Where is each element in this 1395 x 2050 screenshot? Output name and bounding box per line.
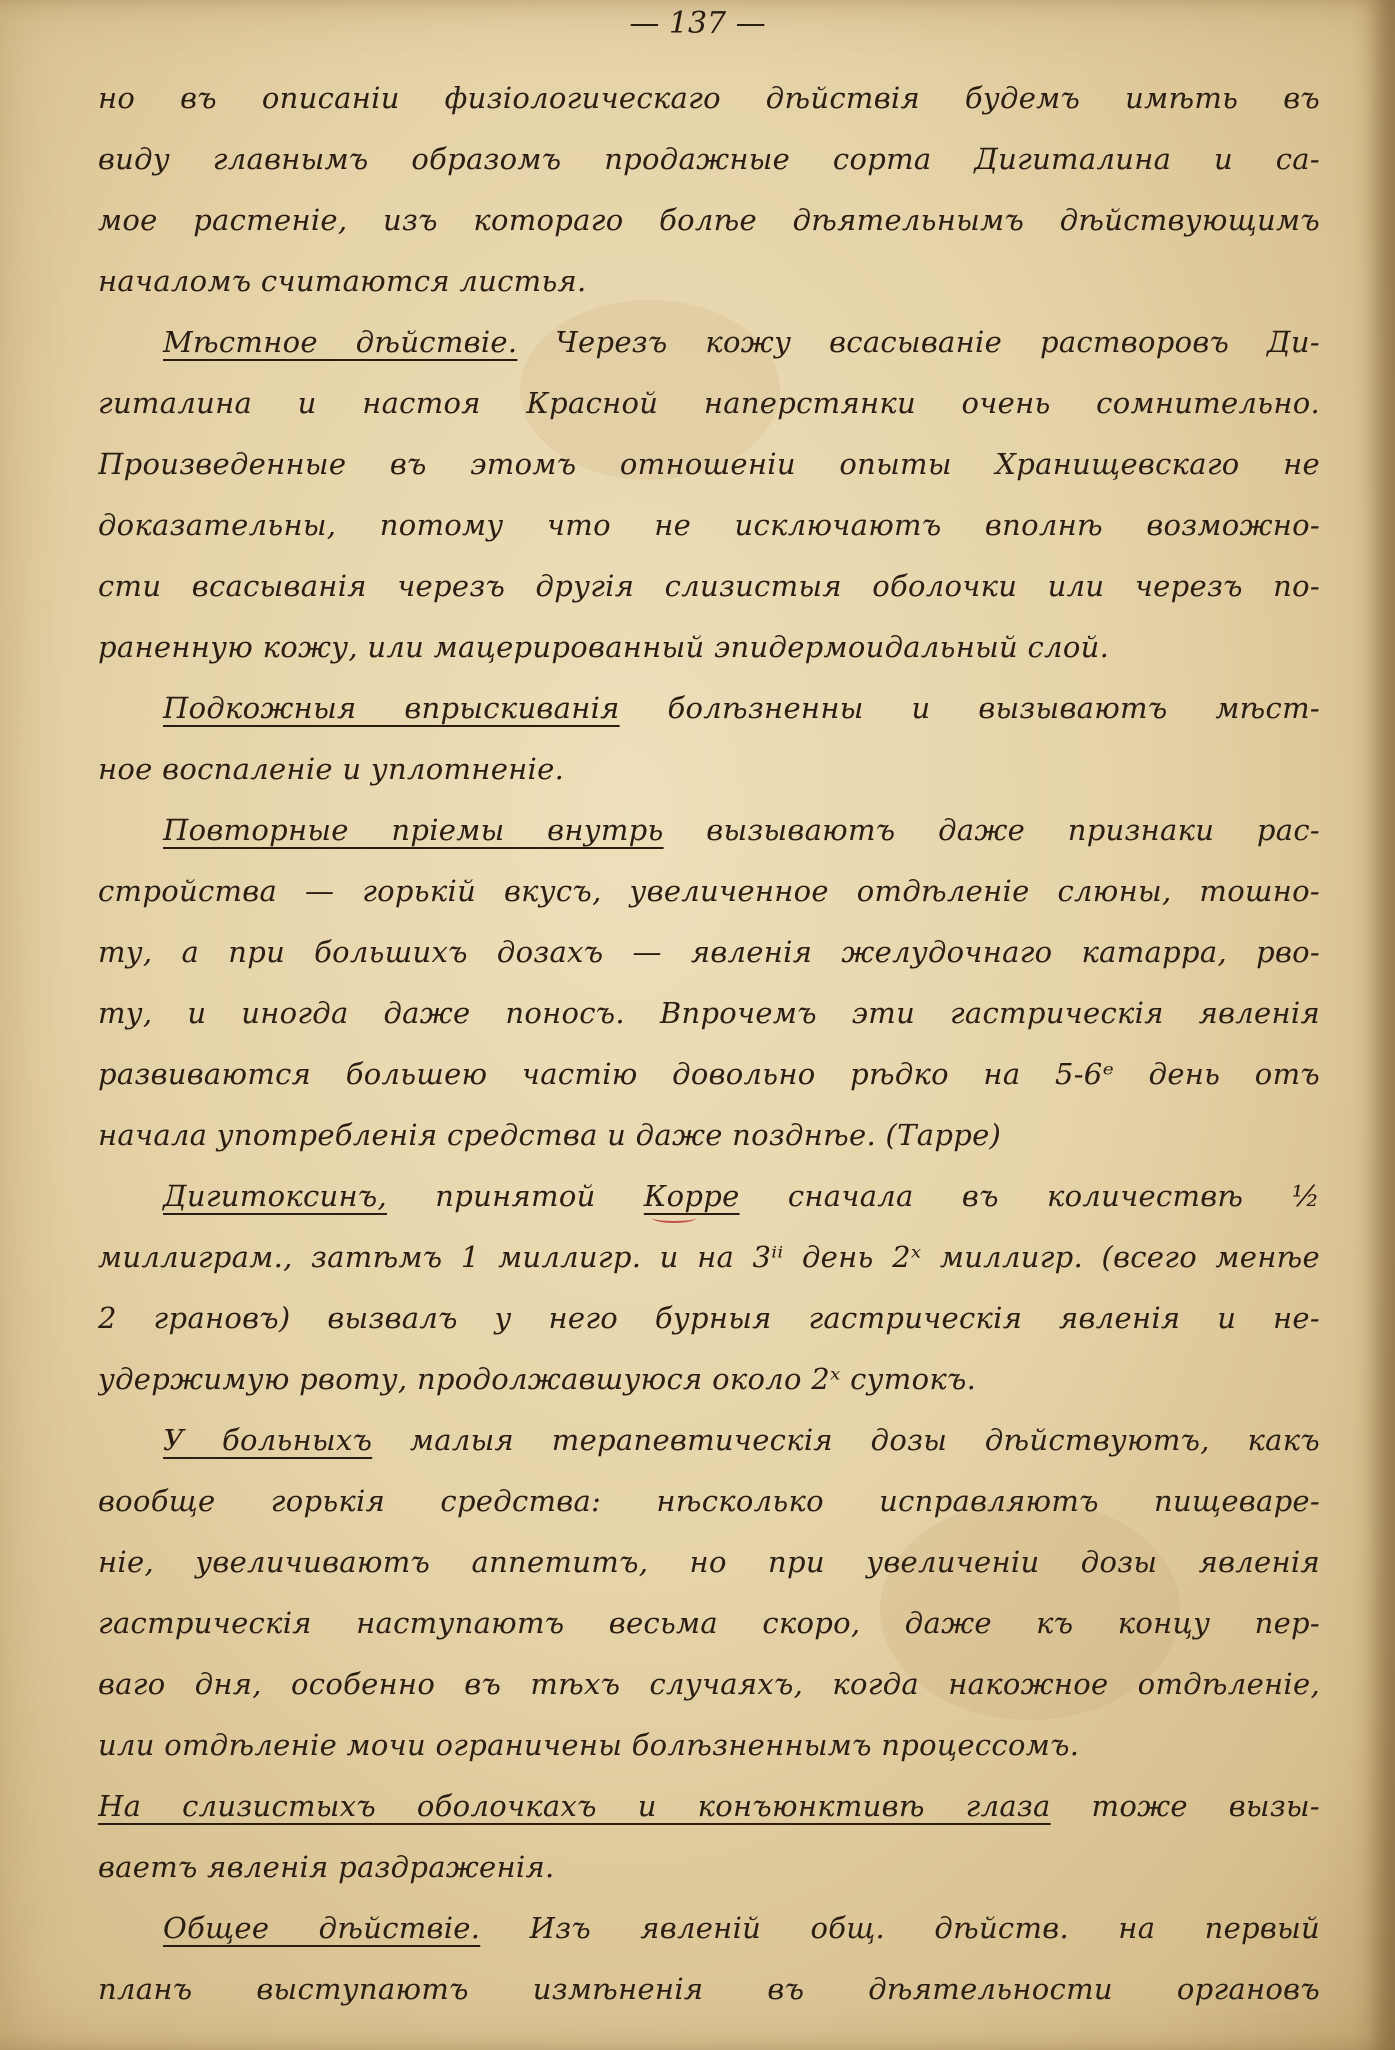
line-text: принятой <box>387 1179 644 1213</box>
text-line: сти всасыванія черезъ другія слизистыя оболочки или черезъ по- <box>98 569 1320 603</box>
text-line: удержимую рвоту, продолжавшуюся около 2ˣ сутокъ. <box>98 1362 977 1396</box>
text-line: ту, и иногда даже поносъ. Впрочемъ эти гастрическія явленія <box>98 996 1320 1030</box>
text-line: мое растеніе, изъ котораго болѣе дѣятельнымъ дѣйствующимъ <box>98 203 1320 237</box>
text-line: ваго дня, особенно въ тѣхъ случаяхъ, когда накожное отдѣленіе, <box>98 1667 1320 1701</box>
text-line: ту, а при большихъ дозахъ — явленія желудочнаго катарра, рво- <box>98 935 1320 969</box>
line-text: болѣзненны и вызываютъ мѣст- <box>619 691 1320 725</box>
section-heading: У больныхъ <box>163 1423 373 1457</box>
section-heading: Общее дѣйствіе. <box>163 1911 481 1945</box>
line-text: Изъ явленій общ. дѣйств. на первый <box>480 1911 1320 1945</box>
text-line <box>98 312 1320 373</box>
line-text: тоже вызы- <box>1050 1789 1320 1823</box>
text-line <box>98 800 1320 861</box>
page-number: — 137 — <box>629 6 766 41</box>
text-line: 2 грановъ) вызвалъ у него бурныя гастрическія явленія и не- <box>98 1301 1320 1335</box>
text-line: виду главнымъ образомъ продажные сорта Дигиталина и са- <box>98 142 1320 176</box>
text-line: или отдѣленіе мочи ограничены болѣзненнымъ процессомъ. <box>98 1728 1080 1762</box>
section-heading: На слизистыхъ оболочкахъ и конъюнктивѣ глаза <box>98 1789 1051 1823</box>
line-text: малыя терапевтическія дозы дѣйствуютъ, какъ <box>372 1423 1320 1457</box>
author-name: Корре <box>643 1179 740 1213</box>
text-line: вообще горькія средства: нѣсколько исправляютъ пищеваре- <box>98 1484 1320 1518</box>
text-line: миллиграм., затѣмъ 1 миллигр. и на 3ⁱⁱ день 2ˣ миллигр. (всего менѣе <box>98 1240 1320 1274</box>
section-heading: Подкожныя впрыскиванія <box>163 691 620 725</box>
text-line: но въ описаніи физіологическаго дѣйствія будемъ имѣть въ <box>98 81 1320 115</box>
text-line <box>98 1166 1320 1227</box>
text-line: стройства — горькій вкусъ, увеличенное отдѣленіе слюны, тошно- <box>98 874 1320 908</box>
line-text: вызываютъ даже признаки рас- <box>663 813 1320 847</box>
text-line <box>98 678 1320 739</box>
text-line: ваетъ явленія раздраженія. <box>98 1850 555 1884</box>
text-line: начала употребленія средства и даже позднѣе. (Тарре) <box>98 1118 1002 1152</box>
text-line: гиталина и настоя Красной наперстянки очень сомнительно. <box>98 386 1320 420</box>
line-text: Черезъ кожу всасываніе растворовъ Ди- <box>517 325 1320 359</box>
text-line: развиваются большею частію довольно рѣдко на 5-6ᵉ день отъ <box>98 1057 1320 1091</box>
text-line <box>98 1410 1320 1471</box>
text-line: планъ выступаютъ измѣненія въ дѣятельности органовъ <box>98 1972 1320 2006</box>
text-line: Произведенные въ этомъ отношеніи опыты Хранищевскаго не <box>98 447 1320 481</box>
section-heading: Повторные пріемы внутрь <box>163 813 664 847</box>
red-pencil-mark <box>652 1213 696 1223</box>
text-line: раненную кожу, или мацерированный эпидермоидальный слой. <box>98 630 1110 664</box>
manuscript-text <box>98 68 1320 2020</box>
text-line: ніе, увеличиваютъ аппетитъ, но при увеличеніи дозы явленія <box>98 1545 1320 1579</box>
text-line: ное воспаленіе и уплотненіе. <box>98 752 565 786</box>
text-line: началомъ считаются листья. <box>98 264 587 298</box>
section-heading: Дигитоксинъ, <box>163 1179 388 1213</box>
text-line: доказательны, потому что не исключаютъ вполнѣ возможно- <box>98 508 1320 542</box>
line-text: сначала въ количествѣ ½ <box>739 1179 1320 1213</box>
text-line: гастрическія наступаютъ весьма скоро, даже къ концу пер- <box>98 1606 1320 1640</box>
text-line <box>98 1776 1320 1837</box>
text-line <box>98 1898 1320 1959</box>
section-heading: Мѣстное дѣйствіе. <box>163 325 518 359</box>
